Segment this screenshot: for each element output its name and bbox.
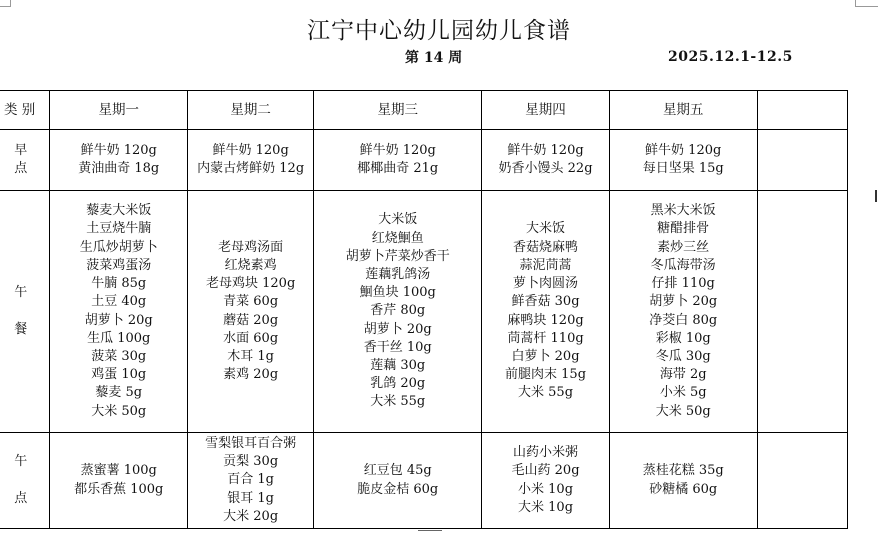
side-tick-mark	[875, 190, 877, 202]
snack-empty-cell	[757, 433, 847, 529]
breakfast-cell-tue: 鲜牛奶 120g 内蒙古烤鲜奶 12g	[188, 130, 314, 191]
snack-cell-thu: 山药小米粥 毛山药 20g 小米 10g 大米 10g	[482, 433, 609, 529]
menu-table	[0, 90, 848, 529]
snack-cell-tue: 雪梨银耳百合粥 贡梨 30g 百合 1g 银耳 1g 大米 20g	[188, 433, 314, 529]
lunch-cell-mon: 藜麦大米饭 土豆烧牛腩 生瓜炒胡萝卜 菠菜鸡蛋汤 牛腩 85g 土豆 40g 胡萝卜 20g 生瓜 100g 菠菜 30g 鸡蛋 10g 藜麦 5g 大米 50g	[50, 191, 188, 433]
breakfast-cell-fri: 鲜牛奶 120g 每日坚果 15g	[609, 130, 757, 191]
day-header-tue: 星期二	[188, 91, 314, 130]
menu-title: 江宁中心幼儿园幼儿食谱	[307, 18, 571, 44]
bottom-page-mark	[418, 530, 442, 531]
breakfast-cell-wed: 鲜牛奶 120g 椰椰曲奇 21g	[314, 130, 482, 191]
snack-cell-mon: 蒸蜜薯 100g 都乐香蕉 100g	[50, 433, 188, 529]
snack-row	[0, 433, 848, 529]
header-row	[0, 91, 848, 130]
day-header-fri: 星期五	[609, 91, 757, 130]
breakfast-label: 早 点	[0, 130, 50, 191]
snack-label: 午 点	[0, 433, 50, 529]
breakfast-empty-cell	[757, 130, 847, 191]
lunch-label: 午 餐	[0, 191, 50, 433]
lunch-cell-fri: 黑米大米饭 糖醋排骨 素炒三丝 冬瓜海带汤 仔排 110g 胡萝卜 20g 净茭白 80g 彩椒 10g 冬瓜 30g 海带 2g 小米 5g 大米 50g	[609, 191, 757, 433]
day-header-mon: 星期一	[50, 91, 188, 130]
day-header-thu: 星期四	[482, 91, 609, 130]
page-corner-mark-left	[0, 0, 11, 7]
day-header-wed: 星期三	[314, 91, 482, 130]
breakfast-row	[0, 130, 848, 191]
empty-header-cell	[757, 91, 847, 130]
lunch-cell-wed: 大米饭 红烧鮰鱼 胡萝卜芹菜炒香干 莲藕乳鸽汤 鮰鱼块 100g 香芹 80g 胡萝卜 20g 香干丝 10g 莲藕 30g 乳鸽 20g 大米 55g	[314, 191, 482, 433]
lunch-cell-tue: 老母鸡汤面 红烧素鸡 老母鸡块 120g 青菜 60g 蘑菇 20g 水面 60g 木耳 1g 素鸡 20g	[188, 191, 314, 433]
page-corner-mark-right	[855, 0, 878, 7]
date-range: 2025.12.1-12.5	[668, 49, 793, 65]
snack-cell-wed: 红豆包 45g 脆皮金桔 60g	[314, 433, 482, 529]
snack-cell-fri: 蒸桂花糕 35g 砂糖橘 60g	[609, 433, 757, 529]
week-number: 第 14 周	[405, 50, 463, 66]
lunch-cell-thu: 大米饭 香菇烧麻鸭 蒜泥茼蒿 萝卜肉圆汤 鲜香菇 30g 麻鸭块 120g 茼蒿杆 110g 白萝卜 20g 前腿肉末 15g 大米 55g	[482, 191, 609, 433]
lunch-row	[0, 191, 848, 433]
lunch-empty-cell	[757, 191, 847, 433]
breakfast-cell-mon: 鲜牛奶 120g 黄油曲奇 18g	[50, 130, 188, 191]
breakfast-cell-thu: 鲜牛奶 120g 奶香小馒头 22g	[482, 130, 609, 191]
category-header: 类 别	[0, 91, 50, 130]
